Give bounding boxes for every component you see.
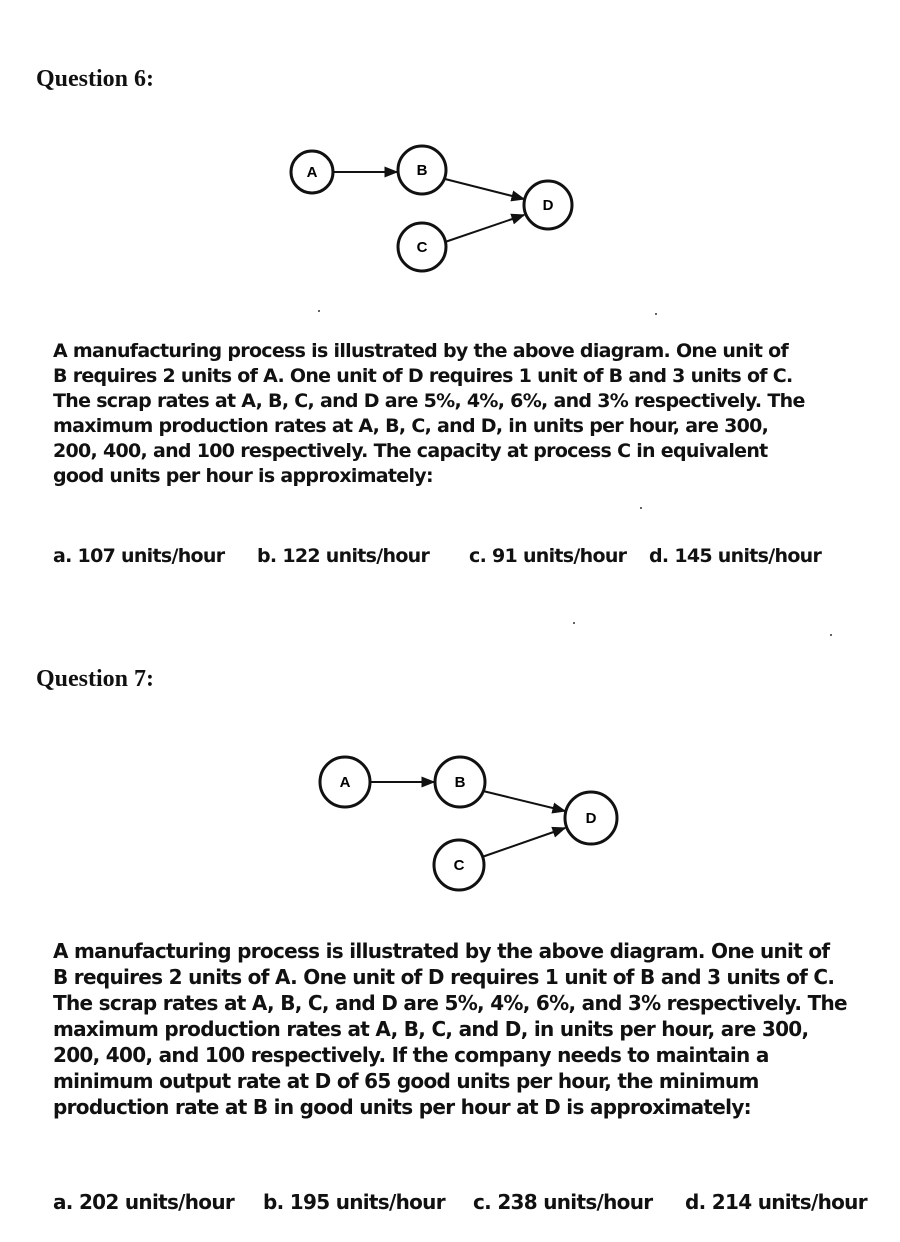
question-6-heading: Question 6: bbox=[36, 66, 155, 92]
node-a-label: A bbox=[339, 774, 351, 791]
question-7-line: The scrap rates at A, B, C, and D are 5%, 4%, 6%, and 3% respectively. The bbox=[53, 991, 847, 1015]
edge-c-d bbox=[445, 215, 524, 242]
scan-speck bbox=[318, 310, 320, 312]
node-b-label: B bbox=[416, 162, 428, 179]
question-7-heading: Question 7: bbox=[36, 666, 155, 692]
question-6-line: The scrap rates at A, B, C, and D are 5%, 4%, 6%, and 3% respectively. The bbox=[53, 390, 805, 412]
node-b-label: B bbox=[454, 774, 466, 791]
node-d bbox=[565, 792, 617, 844]
question-7-line: minimum output rate at D of 65 good units per hour, the minimum bbox=[53, 1069, 759, 1093]
node-c bbox=[434, 840, 484, 890]
question-7-line: maximum production rates at A, B, C, and D, in units per hour, are 300, bbox=[53, 1017, 809, 1041]
edge-b-d bbox=[445, 179, 524, 199]
question-6-line: A manufacturing process is illustrated by the above diagram. One unit of bbox=[53, 340, 789, 362]
choice-a: a. 202 units/hour bbox=[53, 1190, 235, 1214]
question-6-line: B requires 2 units of A. One unit of D requires 1 unit of B and 3 units of C. bbox=[53, 365, 793, 387]
question-6-text bbox=[53, 339, 805, 489]
choice-c: c. 91 units/hour bbox=[469, 545, 627, 567]
edge-c-d bbox=[482, 828, 565, 857]
choice-d: d. 214 units/hour bbox=[685, 1190, 867, 1214]
choice-b: b. 122 units/hour bbox=[257, 545, 430, 567]
node-a bbox=[291, 151, 333, 193]
question-6-line: 200, 400, and 100 respectively. The capacity at process C in equivalent bbox=[53, 440, 768, 462]
question-7-choices bbox=[53, 1190, 867, 1214]
question-6-choices bbox=[53, 545, 821, 567]
choice-d: d. 145 units/hour bbox=[649, 545, 822, 567]
node-d-label: D bbox=[585, 810, 597, 827]
question-7-line: A manufacturing process is illustrated by the above diagram. One unit of bbox=[53, 939, 830, 963]
scan-speck bbox=[640, 507, 642, 509]
question-6-line: maximum production rates at A, B, C, and D, in units per hour, are 300, bbox=[53, 415, 769, 437]
node-c-label: C bbox=[416, 239, 428, 256]
question-6-line: good units per hour is approximately: bbox=[53, 465, 433, 487]
question-7-line: B requires 2 units of A. One unit of D requires 1 unit of B and 3 units of C. bbox=[53, 965, 835, 989]
process-diagram-q7 bbox=[300, 746, 640, 906]
node-a bbox=[320, 757, 370, 807]
choice-c: c. 238 units/hour bbox=[473, 1190, 653, 1214]
edge-b-d bbox=[483, 791, 565, 811]
node-b bbox=[398, 146, 446, 194]
node-d bbox=[524, 181, 572, 229]
question-7-line: production rate at B in good units per hour at D is approximately: bbox=[53, 1095, 751, 1119]
scan-speck bbox=[573, 622, 575, 624]
choice-b: b. 195 units/hour bbox=[263, 1190, 445, 1214]
node-d-label: D bbox=[542, 197, 554, 214]
scan-speck bbox=[655, 313, 657, 315]
question-7-line: 200, 400, and 100 respectively. If the company needs to maintain a bbox=[53, 1043, 769, 1067]
scan-speck bbox=[830, 634, 832, 636]
question-7-text bbox=[53, 938, 847, 1120]
node-c-label: C bbox=[453, 857, 465, 874]
choice-a: a. 107 units/hour bbox=[53, 545, 225, 567]
node-a-label: A bbox=[306, 164, 318, 181]
node-c bbox=[398, 223, 446, 271]
process-diagram-q6 bbox=[270, 135, 590, 285]
node-b bbox=[435, 757, 485, 807]
